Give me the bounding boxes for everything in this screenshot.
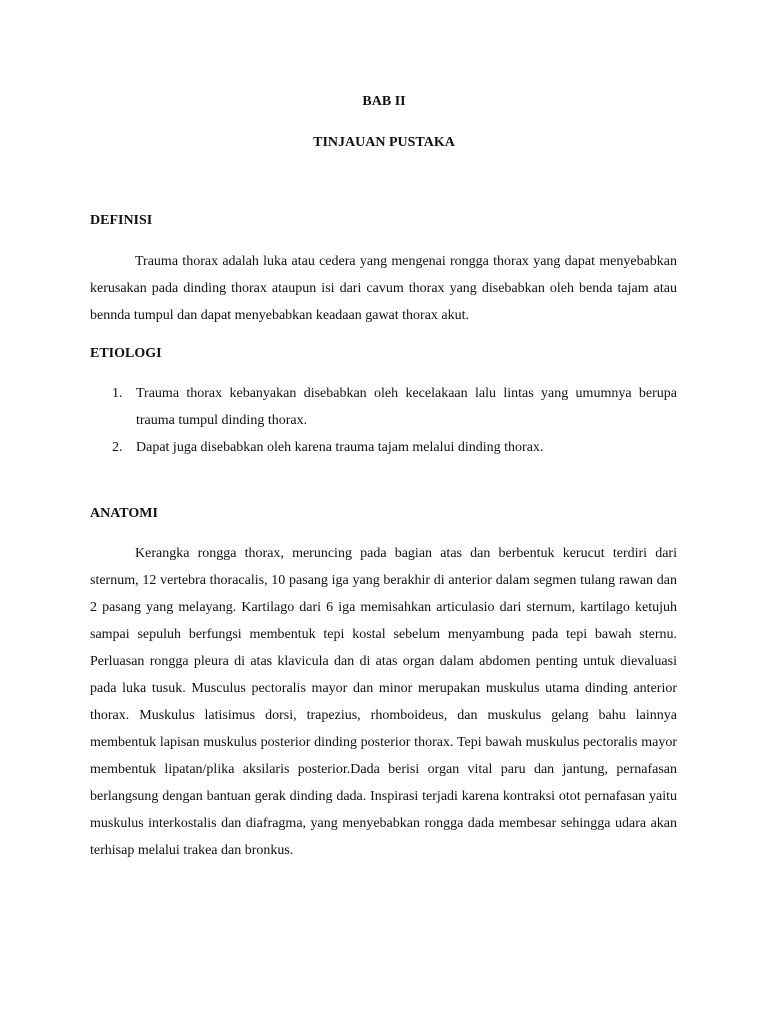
list-item-number: 2. — [112, 440, 123, 455]
list-item-text: Trauma thorax kebanyakan disebabkan oleh kecelakaan lalu lintas yang umumnya berupa trauma tumpul dinding thorax. — [136, 386, 677, 428]
list-item — [90, 380, 677, 434]
list-item — [90, 434, 677, 461]
list-item-number: 1. — [112, 386, 123, 401]
chapter-title: BAB II — [362, 94, 406, 109]
section-heading-etiologi: ETIOLOGI — [90, 346, 162, 361]
section-heading-definisi: DEFINISI — [90, 213, 153, 228]
section-heading-anatomi: ANATOMI — [90, 506, 158, 521]
paragraph-anatomi: Kerangka rongga thorax, meruncing pada bagian atas dan berbentuk kerucut terdiri dari sternum, 12 vertebra thoracalis, 10 pasang iga yang berakhir di anterior dalam segmen tulang rawan dan 2 pasang yang melayang. Kartilago dari 6 iga memisahkan articulasio dari sternum, kartilago ketujuh sampai sepuluh berfungsi membentuk tepi kostal sebelum menyambung pada tepi bawah sternu. Perluasan rongga pleura di atas klavicula dan di atas organ dalam abdomen penting untuk dievaluasi pada luka tusuk. Musculus pectoralis mayor dan minor merupakan muskulus utama dinding anterior thorax. Muskulus latisimus dorsi, trapezius, rhomboideus, dan muskulus gelang bahu lainnya membentuk lapisan muskulus posterior dinding posterior thorax. Tepi bawah muskulus pectoralis mayor membentuk lipatan/plika aksilaris posterior.Dada berisi organ vital paru dan jantung, pernafasan berlangsung dengan bantuan gerak dinding dada. Inspirasi terjadi karena kontraksi otot pernafasan yaitu muskulus interkostalis dan diafragma, yang menyebabkan rongga dada membesar sehingga udara akan terhisap melalui trakea dan bronkus. — [90, 546, 677, 858]
list-item-text: Dapat juga disebabkan oleh karena trauma tajam melalui dinding thorax. — [136, 440, 544, 455]
chapter-subtitle: TINJAUAN PUSTAKA — [313, 135, 455, 150]
etiologi-list — [90, 380, 677, 461]
paragraph-definisi: Trauma thorax adalah luka atau cedera yang mengenai rongga thorax yang dapat menyebabkan kerusakan pada dinding thorax ataupun isi dari cavum thorax yang disebabkan oleh benda tajam atau bennda tumpul dan dapat menyebabkan keadaan gawat thorax akut. — [90, 254, 677, 323]
